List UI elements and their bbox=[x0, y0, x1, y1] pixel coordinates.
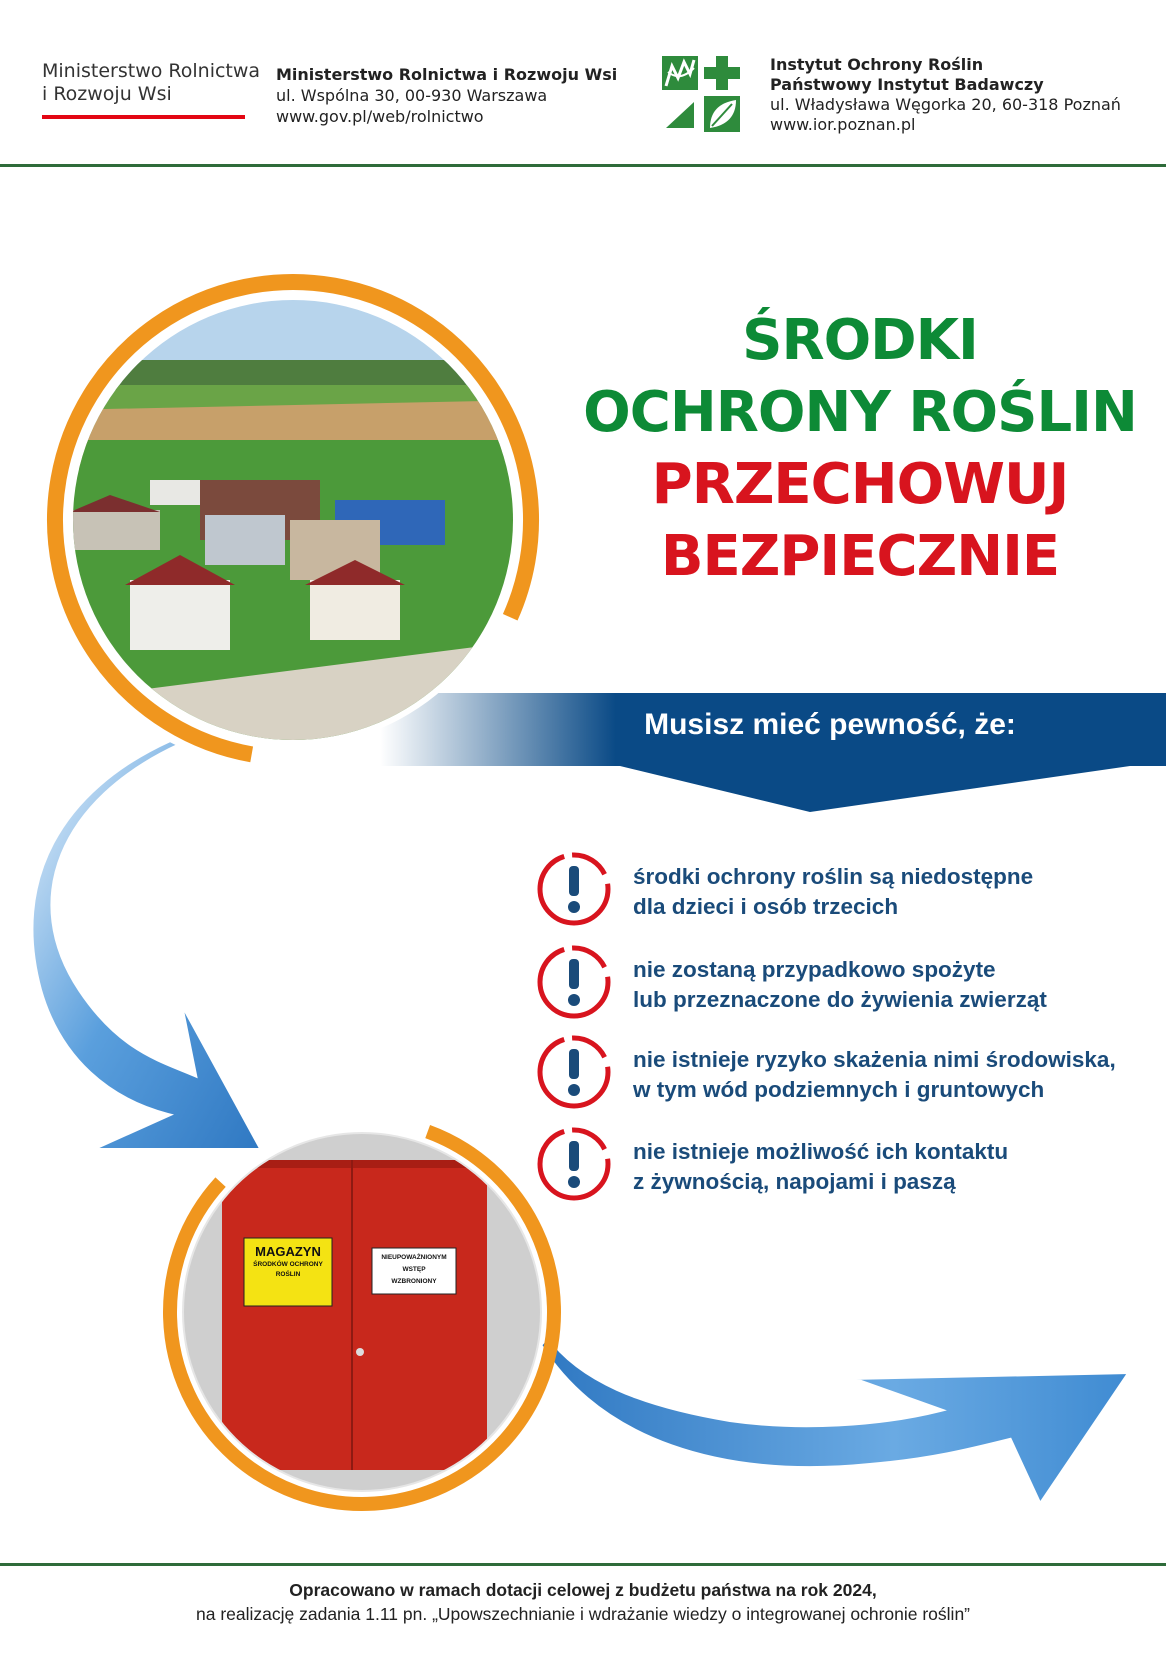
list-item-line1: nie istnieje możliwość ich kontaktu bbox=[633, 1139, 1009, 1164]
title-line3: PRZECHOWUJ bbox=[651, 452, 1069, 517]
footer bbox=[0, 1578, 1166, 1626]
ministry-address: ul. Wspólna 30, 00-930 Warszawa bbox=[276, 86, 548, 105]
list-item bbox=[535, 943, 1155, 1023]
exclamation-icon bbox=[535, 1033, 613, 1111]
list-item-text bbox=[633, 1137, 1008, 1197]
door-sign-no-entry-line1: NIEUPOWAŻNIONYM bbox=[381, 1254, 447, 1261]
list-item-line1: nie zostaną przypadkowo spożyte bbox=[633, 957, 996, 982]
ministry-logo-line2: i Rozwoju Wsi bbox=[42, 83, 172, 105]
title-line1: ŚRODKI bbox=[742, 308, 978, 373]
footer-divider bbox=[0, 1563, 1166, 1566]
footer-line2: na realizację zadania 1.11 pn. „Upowszechnianie i wdrażanie wiedzy o integrowanej ochronie roślin” bbox=[196, 1604, 970, 1624]
exclamation-icon bbox=[535, 850, 613, 928]
poster-title bbox=[560, 305, 1160, 593]
exclamation-icon bbox=[535, 1125, 613, 1203]
ior-subtitle: Państwowy Instytut Badawczy bbox=[770, 75, 1044, 94]
list-item-text bbox=[633, 1045, 1116, 1105]
door-sign-storage-line1: MAGAZYN bbox=[255, 1244, 321, 1259]
door-sign-storage bbox=[244, 1244, 332, 1280]
door-sign-no-entry-line3: WZBRONIONY bbox=[391, 1278, 437, 1285]
list-item bbox=[535, 850, 1155, 930]
door-sign-storage-line3: ROŚLIN bbox=[275, 1271, 301, 1278]
list-item-text bbox=[633, 862, 1033, 922]
exclamation-icon bbox=[535, 943, 613, 1021]
ministry-logo-line1: Ministerstwo Rolnictwa bbox=[42, 60, 261, 82]
banner-text: Musisz mieć pewność, że: bbox=[644, 708, 1016, 741]
ior-url: www.ior.poznan.pl bbox=[770, 115, 916, 134]
title-line2: OCHRONY ROŚLIN bbox=[583, 380, 1137, 445]
list-item-line2: dla dzieci i osób trzecich bbox=[633, 894, 899, 919]
ior-address: ul. Władysława Węgorka 20, 60-318 Poznań bbox=[770, 95, 1121, 114]
arrow-right-curve bbox=[540, 1336, 1130, 1505]
title-line4: BEZPIECZNIE bbox=[660, 524, 1060, 589]
ministry-name: Ministerstwo Rolnictwa i Rozwoju Wsi bbox=[276, 65, 618, 84]
list-item-line2: lub przeznaczone do żywienia zwierząt bbox=[633, 987, 1047, 1012]
door-sign-no-entry bbox=[372, 1252, 456, 1288]
list-item-line2: z żywnością, napojami i paszą bbox=[633, 1169, 956, 1194]
list-item bbox=[535, 1033, 1155, 1113]
list-item-line1: nie istnieje ryzyko skażenia nimi środowiska, bbox=[633, 1047, 1116, 1072]
arrow-down-curve bbox=[31, 740, 262, 1150]
ministry-url: www.gov.pl/web/rolnictwo bbox=[276, 107, 484, 126]
list-item-line2: w tym wód podziemnych i gruntowych bbox=[633, 1077, 1045, 1102]
list-item-text bbox=[633, 955, 1047, 1015]
footer-line1: Opracowano w ramach dotacji celowej z budżetu państwa na rok 2024, bbox=[289, 1580, 877, 1600]
list-item-line1: środki ochrony roślin są niedostępne bbox=[633, 864, 1034, 889]
ior-name: Instytut Ochrony Roślin bbox=[770, 55, 984, 74]
door-sign-no-entry-line2: WSTĘP bbox=[402, 1266, 426, 1273]
list-item bbox=[535, 1125, 1155, 1205]
door-sign-storage-line2: ŚRODKÓW OCHRONY bbox=[253, 1261, 323, 1268]
